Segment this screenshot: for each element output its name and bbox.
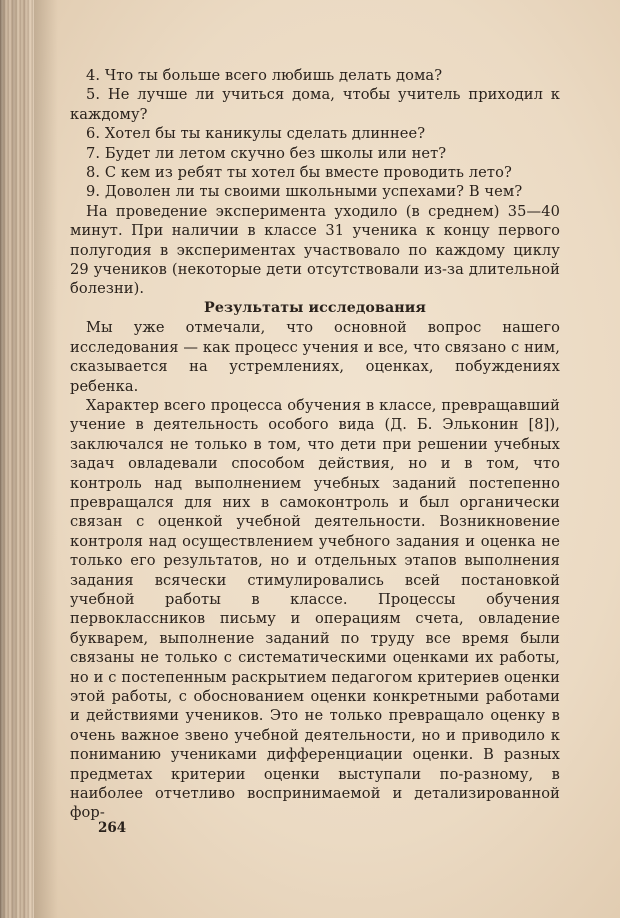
experiment-duration-paragraph: На проведение эксперимента уходило (в среднем) 35—40 минут. При наличии в классе 31 ученика к концу первого полугодия в экспериментах участвовало по каждому циклу 29 учеников (некоторые дети отсутствовали из-за длительной болезни). <box>70 202 560 298</box>
question-8: 8. С кем из ребят ты хотел бы вместе проводить лето? <box>86 164 512 182</box>
page-text <box>70 66 560 823</box>
page-stack-edge <box>0 0 34 918</box>
question-4: 4. Что ты больше всего любишь делать дома? <box>86 67 443 84</box>
body-paragraph-2: Характер всего процесса обучения в классе, превращавший учение в деятельность особого вида (Д. Б. Эльконин [8]), заключался не только в том, что дети при решении учебных задач овладевали способом действия, но и в том, что контроль над выполнением учебных заданий постепенно превращался для них в самоконтроль и был органически связан с оценкой учебной деятельности. Возникновение контроля над осуществлением учебного задания и оценка не только его результатов, но и отдельных этапов выполнения задания всячески стимулировались всей постановкой учебной работы в классе. Процессы обучения первоклассников письму и операциям счета, овладение букварем, выполнение заданий по труду все время были связаны не только с систематическими оценками их работы, но и с постепенным раскрытием педагогом критериев оценки этой работы, с обоснованием оценки конкретными работами и действиями учеников. Это не только превращало оценку в очень важное звено учебной деятельности, но и приводило к пониманию учениками дифференциации оценки. В разных предметах критерии оценки выступали по-разному, в наиболее отчетливо воспринимаемой и детализированной фор- <box>70 396 560 822</box>
question-5: 5. Не лучше ли учиться дома, чтобы учитель приходил к каждому? <box>70 86 560 123</box>
page-number: 264 <box>98 820 127 836</box>
question-7: 7. Будет ли летом скучно без школы или нет? <box>86 144 447 162</box>
question-9: 9. Доволен ли ты своими школьными успехами? В чем? <box>86 183 523 201</box>
body-paragraph-1: Мы уже отмечали, что основной вопрос нашего исследования — как процесс учения и все, что связано с ним, сказывается на устремлениях, оценках, побуждениях ребенка. <box>70 319 560 395</box>
section-heading: Результаты исследования <box>204 299 426 316</box>
gutter-shadow <box>34 0 58 918</box>
question-6: 6. Хотел бы ты каникулы сделать длиннее? <box>86 125 426 143</box>
